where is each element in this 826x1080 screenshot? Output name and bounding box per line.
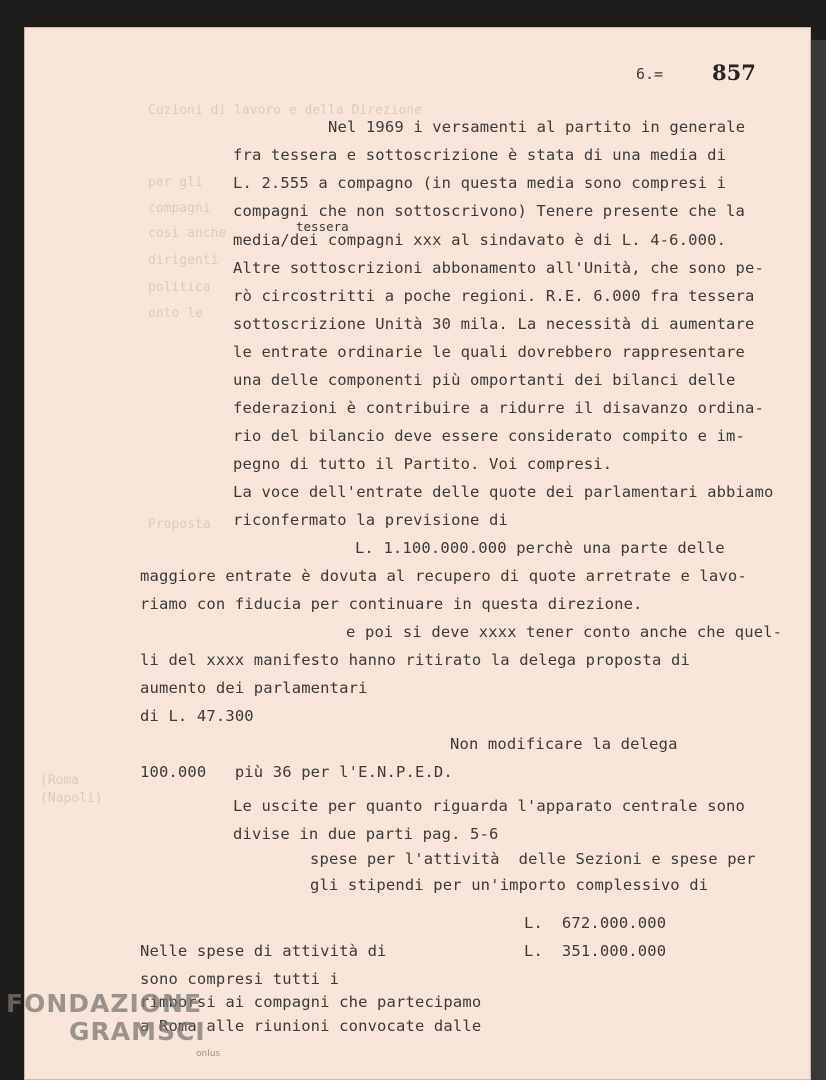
text-line: Nelle spese di attività di: [140, 942, 387, 960]
bleed-through: onto le: [148, 306, 203, 321]
text-line: spese per l'attività delle Sezioni e spese per: [310, 850, 756, 868]
text-line: a Roma alle riunioni convocate dalle: [140, 1017, 482, 1035]
bleed-through: dirigenti: [148, 253, 219, 268]
text-line: media/dei compagni xxx al sindavato è di L. 4-6.000.: [233, 231, 727, 249]
text-line: L. 1.100.000.000 perchè una parte delle: [355, 539, 725, 557]
text-line: rio del bilancio deve essere considerato compito e im-: [233, 427, 746, 445]
watermark-line: onlus: [196, 1049, 221, 1059]
text-line: rimborsi ai compagni che partecipamo: [140, 993, 482, 1011]
text-line: maggiore entrate è dovuta al recupero di quote arretrate e lavo-: [140, 567, 747, 585]
text-line: Le uscite per quanto riguarda l'apparato centrale sono: [233, 797, 746, 815]
page-number: 857: [712, 60, 756, 85]
bleed-through: Cuzioni di lavoro e della Direzione: [148, 103, 422, 118]
text-line: federazioni è contribuire a ridurre il disavanzo ordina-: [233, 399, 764, 417]
text-line: li del xxxx manifesto hanno ritirato la delega proposta di: [140, 651, 690, 669]
text-line: di L. 47.300: [140, 707, 254, 725]
text-line: fra tessera e sottoscrizione è stata di una media di: [233, 146, 727, 164]
text-line: le entrate ordinarie le quali dovrebbero rappresentare: [233, 343, 746, 361]
bleed-through: così anche: [148, 226, 227, 241]
text-line: Non modificare la delega: [450, 735, 678, 753]
text-line: compagni che non sottoscrivono) Tenere presente che la: [233, 202, 746, 220]
text-line: aumento dei parlamentari: [140, 679, 368, 697]
text-line: divise in due parti pag. 5-6: [233, 825, 499, 843]
text-line: una delle componenti più omportanti dei bilanci delle: [233, 371, 736, 389]
watermark-line: FONDAZIONE: [6, 989, 203, 1018]
text-line: rò circostritti a poche regioni. R.E. 6.000 fra tessera: [233, 287, 755, 305]
bleed-through: (Roma: [40, 773, 80, 788]
watermark-line: GRAMSCI: [69, 1017, 206, 1046]
bleed-through: compagni: [148, 201, 211, 216]
text-line: L. 672.000.000: [524, 914, 667, 932]
interlinear-insert: tessera: [296, 219, 349, 234]
text-line: sottoscrizione Unità 30 mila. La necessità di aumentare: [233, 315, 755, 333]
page-edge: [811, 40, 826, 1080]
text-line: riconfermato la previsione di: [233, 511, 508, 529]
text-line: sono compresi tutti i: [140, 970, 340, 988]
text-line: 100.000 più 36 per l'E.N.P.E.D.: [140, 763, 453, 781]
text-line: riamo con fiducia per continuare in questa direzione.: [140, 595, 643, 613]
bleed-through: (Napoli): [40, 791, 103, 806]
text-line: La voce dell'entrate delle quote dei parlamentari abbiamo: [233, 483, 774, 501]
text-line: L. 351.000.000: [524, 942, 667, 960]
bleed-through: politica: [148, 280, 211, 295]
section-number: 6.=: [636, 65, 664, 83]
text-line: pegno di tutto il Partito. Voi compresi.: [233, 455, 613, 473]
text-line: L. 2.555 a compagno (in questa media sono compresi i: [233, 174, 727, 192]
bleed-through: Proposta: [148, 517, 211, 532]
bleed-through: per gli: [148, 175, 203, 190]
text-line: e poi si deve xxxx tener conto anche che quel-: [346, 623, 783, 641]
text-line: Nel 1969 i versamenti al partito in generale: [328, 118, 746, 136]
text-line: gli stipendi per un'importo complessivo di: [310, 876, 709, 894]
text-line: Altre sottoscrizioni abbonamento all'Unità, che sono pe-: [233, 259, 764, 277]
watermark-logo: [6, 990, 220, 1068]
